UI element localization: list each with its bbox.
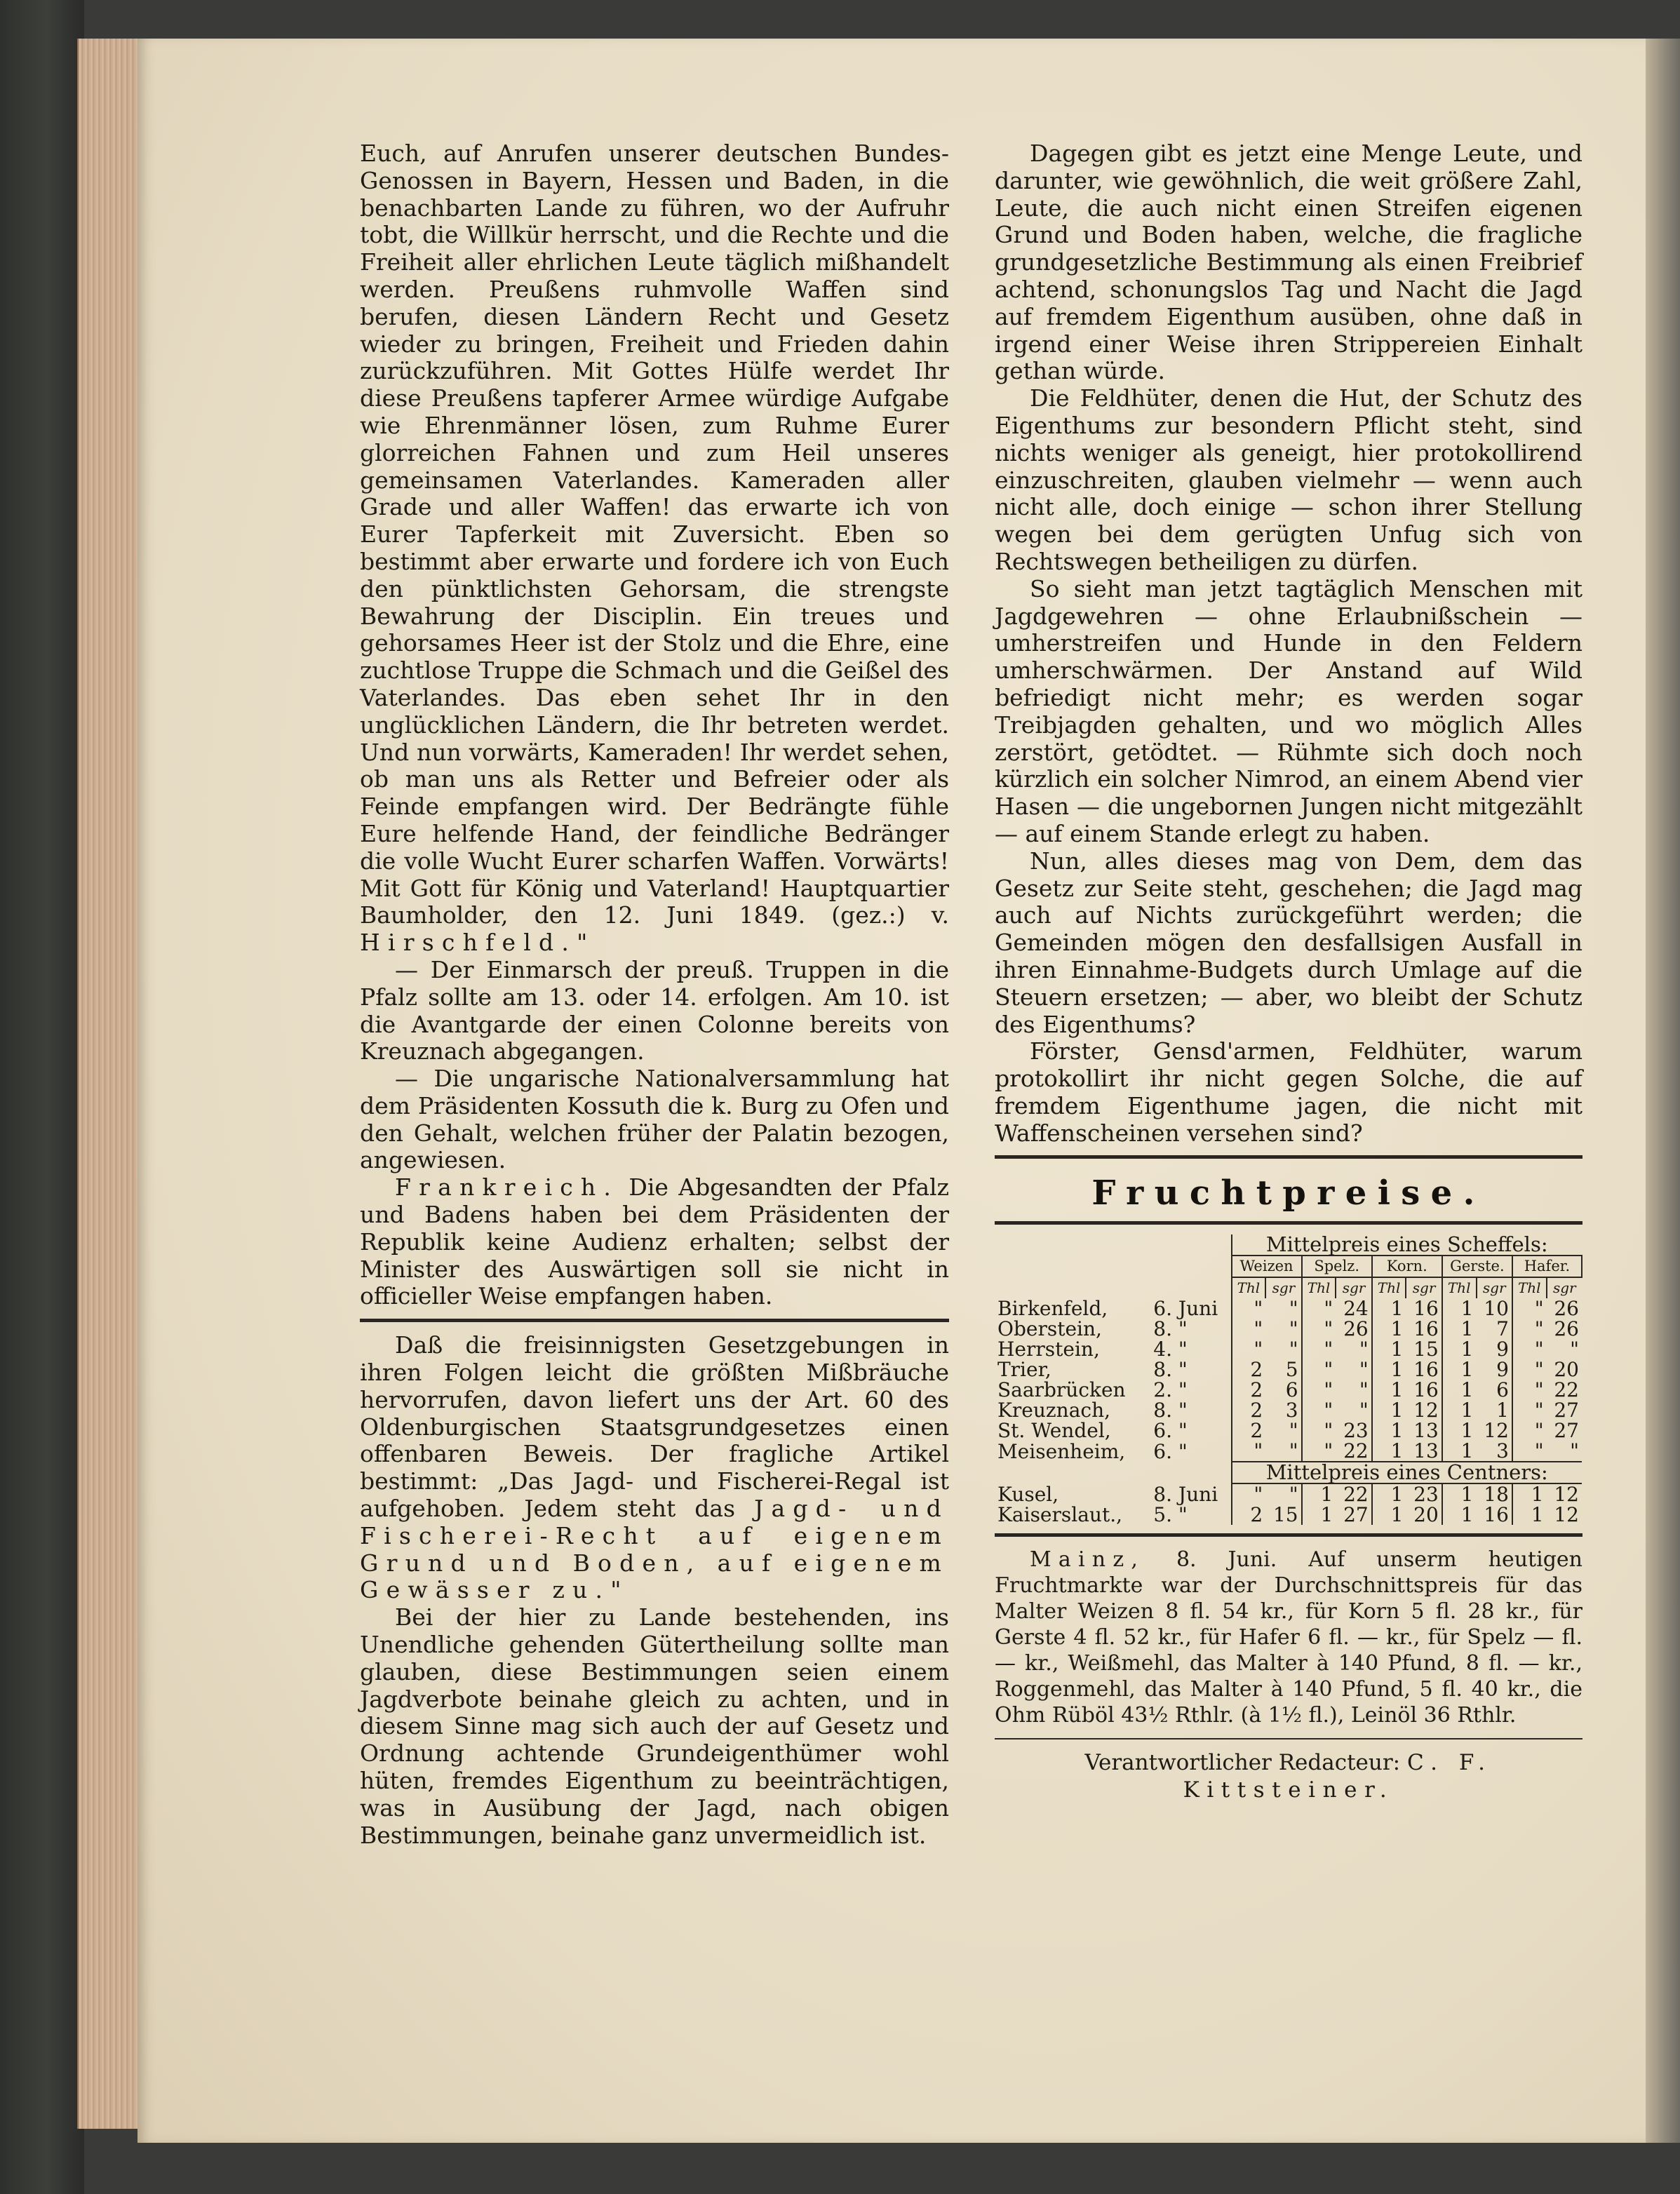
price-cell: 1 [1372, 1359, 1406, 1380]
paragraph-ungarn: — Die ungarische Nationalversammlung hat dem Präsidenten Kossuth die k. Burg zu Ofen und den Gehalt, welchen früher der Palatin bezogen, angewiesen. [360, 1065, 949, 1174]
price-cell: " [1512, 1339, 1547, 1359]
price-cell: " [1512, 1420, 1547, 1441]
price-cell: 13 [1413, 1419, 1439, 1443]
price-cell: 2 [1232, 1380, 1266, 1400]
price-cell: 1 [1302, 1505, 1336, 1525]
header-row-scheffel [995, 1234, 1582, 1256]
market-place: Saarbrücken [997, 1378, 1126, 1402]
price-cell: 1 [1442, 1298, 1477, 1319]
price-cell: 2 [1232, 1400, 1266, 1420]
paragraph-tagtaeglich: So sieht man jetzt tagtäglich Menschen mit Jagdgewehren — ohne Erlaubnißschein — umherstreifen und Hunde in den Feldern umherschwärmen. Der Anstand auf Wild befriedigt nicht mehr; es werden sogar Treibjagden gehalten, und wo möglich Alles zerstört, getödtet. — Rühmte sich doch noch kürzlich ein solcher Nimrod, an einem Abend vier Hasen — die ungebornen Jungen nicht mitgezählt — auf einem Stande erlegt zu haben. [995, 574, 1582, 847]
price-cell: 22 [1554, 1378, 1579, 1402]
header-centner: Mittelpreis eines Centners: [1232, 1462, 1582, 1483]
blank-cell [995, 1462, 1150, 1483]
paragraph-foerster: Förster, Gensd'armen, Feldhüter, warum protokollirt ihr nicht gegen Solche, die auf fremdem Eigenthume jagen, die nicht mit Waffenscheinen versehen sind? [995, 1037, 1582, 1147]
price-cell: 16 [1413, 1297, 1439, 1321]
price-cell: 24 [1343, 1297, 1369, 1321]
grain-header: Weizen [1232, 1256, 1302, 1277]
book-binding-edge [0, 0, 84, 2194]
editor-line [995, 1749, 1582, 1804]
price-cell: 15 [1272, 1503, 1298, 1527]
price-cell: " [1302, 1420, 1336, 1441]
mainz-market-report: Mainz, 8. Juni. Auf unserm heutigen Fruchtmarkte war der Durchschnittspreis für das Malter Weizen 8 fl. 54 kr., für Korn 5 fl. 28 kr., für Gerste 4 fl. 52 kr., für Hafer 6 fl. — kr., für Spelz — fl. — kr., Weißmehl, das Malter à 140 Pfund, 8 fl. — kr., Roggenmehl, das Malter à 140 Pfund, 5 fl. 40 kr., die Ohm Rüböl 43½ Rthlr. (à 1½ fl.), Leinöl 36 Rthlr. [995, 1547, 1582, 1728]
price-cell: " [1359, 1338, 1369, 1361]
paragraph-guetertheilung: Bei der hier zu Lande bestehenden, ins Unendliche gehenden Gütertheilung sollte man glauben, diese Bestimmungen seien einem Jagdverbote beinahe gleich zu achten, und in diesem Sinne mag sich auch der auf Gesetz und Ordnung achtende Grundeigenthümer wohl hüten, fremdes Eigenthum zu beeinträchtigen, was in Ausübung der Jagd, nach obigen Bestimmungen, beinahe ganz unvermeidlich ist. [360, 1603, 949, 1849]
price-cell: " [1302, 1298, 1336, 1319]
unit-header: Thl [1302, 1277, 1336, 1298]
blank-cell [995, 1234, 1150, 1256]
price-cell: " [1232, 1319, 1266, 1339]
price-row [995, 1298, 1582, 1319]
price-cell: " [1302, 1380, 1336, 1400]
market-date: 5. " [1153, 1503, 1188, 1527]
market-place: Birkenfeld, [997, 1297, 1108, 1321]
price-cell: 1 [1372, 1505, 1406, 1525]
price-cell: 1 [1372, 1319, 1406, 1339]
price-cell: 2 [1232, 1359, 1266, 1380]
price-cell: " [1302, 1359, 1336, 1380]
market-place: Meisenheim, [997, 1439, 1126, 1463]
price-cell: " [1289, 1483, 1298, 1507]
price-cell: " [1359, 1399, 1369, 1422]
market-date: 6. " [1153, 1419, 1188, 1443]
price-cell: 1 [1372, 1339, 1406, 1359]
market-date: 8. " [1153, 1399, 1188, 1422]
price-cell: " [1359, 1378, 1369, 1402]
market-place: Kusel, [997, 1482, 1059, 1506]
price-row [995, 1339, 1582, 1359]
price-cell: " [1289, 1317, 1298, 1341]
price-cell: " [1359, 1358, 1369, 1382]
unit-header: Thl [1372, 1277, 1406, 1298]
price-row [995, 1420, 1582, 1441]
unit-header: Thl [1232, 1277, 1266, 1298]
price-cell: " [1570, 1338, 1579, 1361]
paragraph-leute: Dagegen gibt es jetzt eine Menge Leute, und darunter, wie gewöhnlich, die weit größere Zahl, Leute, die auch nicht einen Streifen eigenen Grund und Boden haben, welche, die fragliche grundgesetzliche Bestimmung als einen Freibrief achtend, schonungslos Tag und Nacht die Jagd auf fremdem Eigenthum ausüben, ohne daß in irgend einer Weise ihren Strippereien Einhalt gethan würde. [995, 140, 1582, 385]
price-cell: " [1232, 1339, 1266, 1359]
price-cell: " [1302, 1400, 1336, 1420]
price-cell: 12 [1484, 1419, 1509, 1443]
price-cell: 16 [1413, 1378, 1439, 1402]
market-date: 8. Juni [1153, 1482, 1218, 1506]
price-cell: 9 [1496, 1358, 1509, 1382]
price-cell: " [1512, 1441, 1547, 1462]
city-heading: Mainz, [1030, 1547, 1145, 1573]
price-cell: 1 [1372, 1400, 1406, 1420]
grain-header: Hafer. [1512, 1256, 1582, 1277]
price-cell: 6 [1285, 1378, 1298, 1402]
price-cell: 1 [1442, 1400, 1477, 1420]
market-date: 4. " [1153, 1338, 1188, 1361]
unit-header-row [995, 1277, 1582, 1298]
price-cell: 12 [1413, 1399, 1439, 1422]
price-cell: " [1289, 1439, 1298, 1463]
price-cell: 22 [1343, 1483, 1369, 1507]
header-row-centner [995, 1462, 1582, 1483]
price-table [995, 1234, 1582, 1525]
price-cell: 12 [1554, 1503, 1579, 1527]
price-cell: 1 [1442, 1359, 1477, 1380]
price-cell: 16 [1484, 1503, 1509, 1527]
price-cell: " [1512, 1380, 1547, 1400]
price-cell: 27 [1554, 1399, 1579, 1422]
price-cell: 1 [1512, 1505, 1547, 1525]
price-row [995, 1400, 1582, 1420]
right-column [995, 140, 1582, 1804]
header-scheffel: Mittelpreis eines Scheffels: [1232, 1234, 1582, 1256]
price-cell: 1 [1496, 1399, 1509, 1422]
editor-name: C. F. Kittsteiner. [1183, 1750, 1493, 1803]
table-bottom-rule [995, 1533, 1582, 1537]
market-date: 8. " [1153, 1358, 1188, 1382]
market-place: St. Wendel, [997, 1419, 1111, 1443]
price-cell: 1 [1302, 1483, 1336, 1505]
paragraph-proclamation: Euch, auf Anrufen unserer deutschen Bundes-Genossen in Bayern, Hessen und Baden, in die benachbarten Lande zu führen, wo der Aufruhr tobt, die Willkür herrscht, und die Rechte und die Freiheit aller ehrlichen Leute täglich mißhandelt werden. Preußens ruhmvolle Waffen sind berufen, diesen Ländern Recht und Gesetz wieder zu bringen, Freiheit und Frieden dahin zurückzuführen. Mit Gottes Hülfe werdet Ihr diese Preußens tapferer Armee würdige Aufgabe wie Ehrenmänner lösen, zum Ruhme Eurer glorreichen Fahnen und zum Heil unseres gemeinsamen Vaterlandes. Kameraden aller Grade und aller Waffen! das erwarte ich von Eurer Tapferkeit mit Zuversicht. Eben so bestimmt aber erwarte und fordere ich von Euch den pünktlichsten Gehorsam, die strengste Bewahrung der Disciplin. Ein treues und gehorsames Heer ist der Stolz und die Ehre, eine zuchtlose Truppe die Schmach und die Geißel des Vaterlandes. Das eben sehet Ihr in den unglücklichen Ländern, die Ihr betreten werdet. Und nun vorwärts, Kameraden! Ihr werdet sehen, ob man uns als Retter und Befreier oder als Feinde empfangen wird. Der Bedrängte fühle Eure helfende Hand, der feindliche Bedränger die volle Wucht Eurer scharfen Waffen. Vorwärts! Mit Gott für König und Vaterland! Hauptquartier Baumholder, den 12. Juni 1849. (gez.:) v. Hirschfeld." [360, 140, 949, 957]
price-cell: " [1232, 1483, 1266, 1505]
price-row [995, 1505, 1582, 1525]
left-column [360, 140, 949, 1849]
price-cell: 3 [1496, 1439, 1509, 1463]
price-cell: " [1289, 1297, 1298, 1321]
unit-header: sgr [1336, 1277, 1371, 1298]
price-cell: 22 [1343, 1439, 1369, 1463]
table-top-rule [995, 1221, 1582, 1225]
paragraph-jagdgesetz: Daß die freisinnigsten Gesetzgebungen in ihren Folgen leicht die größten Mißbräuche hervorrufen, davon liefert uns der Art. 60 des Oldenburgischen Staatsgrundgesetzes einen offenbaren Beweis. Der fragliche Artikel bestimmt: „Das Jagd- und Fischerei-Regal ist aufgehoben. Jedem steht das Jagd- und Fischerei-Recht auf eigenem Grund und Boden, auf eigenem Gewässer zu." [360, 1331, 949, 1604]
market-place: Herrstein, [997, 1338, 1100, 1361]
blank-cell [995, 1256, 1150, 1277]
blank-cell [1150, 1256, 1231, 1277]
price-cell: 1 [1372, 1420, 1406, 1441]
editor-label: Verantwortlicher Redacteur: [1084, 1750, 1401, 1776]
quoted-law-text: Jagd- und Fischerei-Recht auf eigenem Grund und Boden, auf eigenem Gewässer zu. [360, 1495, 949, 1604]
price-cell: 1 [1372, 1483, 1406, 1505]
unit-header: sgr [1406, 1277, 1442, 1298]
price-cell: " [1302, 1339, 1336, 1359]
price-cell: 2 [1232, 1505, 1266, 1525]
price-cell: 27 [1343, 1503, 1369, 1527]
market-place: Kreuznach, [997, 1399, 1110, 1422]
price-cell: 3 [1285, 1399, 1298, 1422]
signatory-name: Hirschfeld. [360, 929, 577, 957]
paragraph-einmarsch: — Der Einmarsch der preuß. Truppen in die Pfalz sollte am 13. oder 14. erfolgen. Am 10. ist die Avantgarde der einen Colonne bereits von Kreuznach abgegangen. [360, 955, 949, 1065]
price-cell: " [1302, 1441, 1336, 1462]
price-cell: 1 [1442, 1319, 1477, 1339]
price-cell: 16 [1413, 1358, 1439, 1382]
price-cell: " [1289, 1419, 1298, 1443]
price-cell: 26 [1554, 1317, 1579, 1341]
unit-header: sgr [1265, 1277, 1301, 1298]
market-date: 6. Juni [1153, 1297, 1218, 1321]
price-cell: 15 [1413, 1338, 1439, 1361]
price-cell: " [1232, 1298, 1266, 1319]
market-place: Oberstein, [997, 1317, 1102, 1341]
price-cell: 18 [1484, 1483, 1509, 1507]
price-cell: 2 [1232, 1420, 1266, 1441]
footer-divider [995, 1738, 1582, 1739]
price-cell: " [1232, 1441, 1266, 1462]
price-cell: 1 [1372, 1441, 1406, 1462]
price-cell: 1 [1442, 1339, 1477, 1359]
price-cell: " [1512, 1359, 1547, 1380]
market-date: 2. " [1153, 1378, 1188, 1402]
price-cell: 1 [1442, 1441, 1477, 1462]
price-cell: 1 [1372, 1380, 1406, 1400]
price-cell: 6 [1496, 1378, 1509, 1402]
price-cell: 7 [1496, 1317, 1509, 1341]
price-cell: 26 [1554, 1297, 1579, 1321]
price-cell: 9 [1496, 1338, 1509, 1361]
grain-header: Spelz. [1302, 1256, 1372, 1277]
price-cell: 16 [1413, 1317, 1439, 1341]
price-cell: 20 [1413, 1503, 1439, 1527]
page-stack-edge [77, 39, 142, 2129]
section-divider [995, 1155, 1582, 1159]
unit-header: sgr [1547, 1277, 1582, 1298]
price-cell: " [1302, 1319, 1336, 1339]
paragraph-gesetz: Nun, alles dieses mag von Dem, dem das Gesetz zur Seite steht, geschehen; die Jagd mag auch auf Nichts zurückgeführt werden; die Gemeinden mögen den desfallsigen Ausfall in ihren Einnahme-Budgets durch Umlage auf die Steuern ersetzen; — aber, wo bleibt der Schutz des Eigenthums? [995, 847, 1582, 1038]
paragraph-frankreich: Frankreich. Die Abgesandten der Pfalz und Badens haben bei dem Präsidenten der Republik keine Audienz erhalten; selbst der Minister des Auswärtigen soll sie nicht in officieller Weise empfangen haben. [360, 1173, 949, 1310]
price-row [995, 1359, 1582, 1380]
market-place: Trier, [997, 1358, 1051, 1382]
price-row [995, 1483, 1582, 1505]
price-row [995, 1319, 1582, 1339]
price-cell: " [1570, 1439, 1579, 1463]
page-right-edge [1646, 39, 1680, 2143]
market-place: Kaiserslaut., [997, 1503, 1122, 1527]
country-heading: Frankreich. [395, 1173, 619, 1202]
unit-header: Thl [1512, 1277, 1547, 1298]
price-cell: 26 [1343, 1317, 1369, 1341]
price-cell: 20 [1554, 1358, 1579, 1382]
fruchtpreise-title: Fruchtpreise. [1091, 1173, 1486, 1213]
price-cell: 1 [1372, 1298, 1406, 1319]
price-cell: 10 [1484, 1297, 1509, 1321]
unit-header: sgr [1477, 1277, 1512, 1298]
unit-header: Thl [1442, 1277, 1477, 1298]
price-cell: 5 [1285, 1358, 1298, 1382]
paragraph-feldhueter: Die Feldhüter, denen die Hut, der Schutz des Eigenthums zur besondern Pflicht steht, sind nichts weniger als geneigt, hier protokollirend einzuschreiten, glauben vielmehr — wenn auch nicht alle, doch einige — schon ihrer Stellung wegen bei dem gerügten Unfug sich von Rechtswegen betheiligen zu dürfen. [995, 384, 1582, 575]
price-cell: " [1512, 1298, 1547, 1319]
section-divider [360, 1319, 949, 1322]
blank-cell [995, 1277, 1150, 1298]
price-row [995, 1441, 1582, 1462]
price-cell: 12 [1554, 1483, 1579, 1507]
grain-header: Korn. [1372, 1256, 1442, 1277]
price-row [995, 1380, 1582, 1400]
price-cell: 23 [1413, 1483, 1439, 1507]
blank-cell [1150, 1277, 1231, 1298]
price-cell: 27 [1554, 1419, 1579, 1443]
price-cell: 13 [1413, 1439, 1439, 1463]
price-cell: 1 [1442, 1505, 1477, 1525]
price-cell: " [1289, 1338, 1298, 1361]
price-cell: " [1512, 1319, 1547, 1339]
price-cell: 23 [1343, 1419, 1369, 1443]
price-cell: 1 [1512, 1483, 1547, 1505]
market-date: 8. " [1153, 1317, 1188, 1341]
grain-header-row [995, 1256, 1582, 1277]
blank-cell [1150, 1234, 1231, 1256]
market-date: 6. " [1153, 1439, 1188, 1463]
price-cell: " [1512, 1400, 1547, 1420]
price-cell: 1 [1442, 1420, 1477, 1441]
price-cell: 1 [1442, 1380, 1477, 1400]
grain-header: Gerste. [1442, 1256, 1512, 1277]
price-cell: 1 [1442, 1483, 1477, 1505]
blank-cell [1150, 1462, 1231, 1483]
